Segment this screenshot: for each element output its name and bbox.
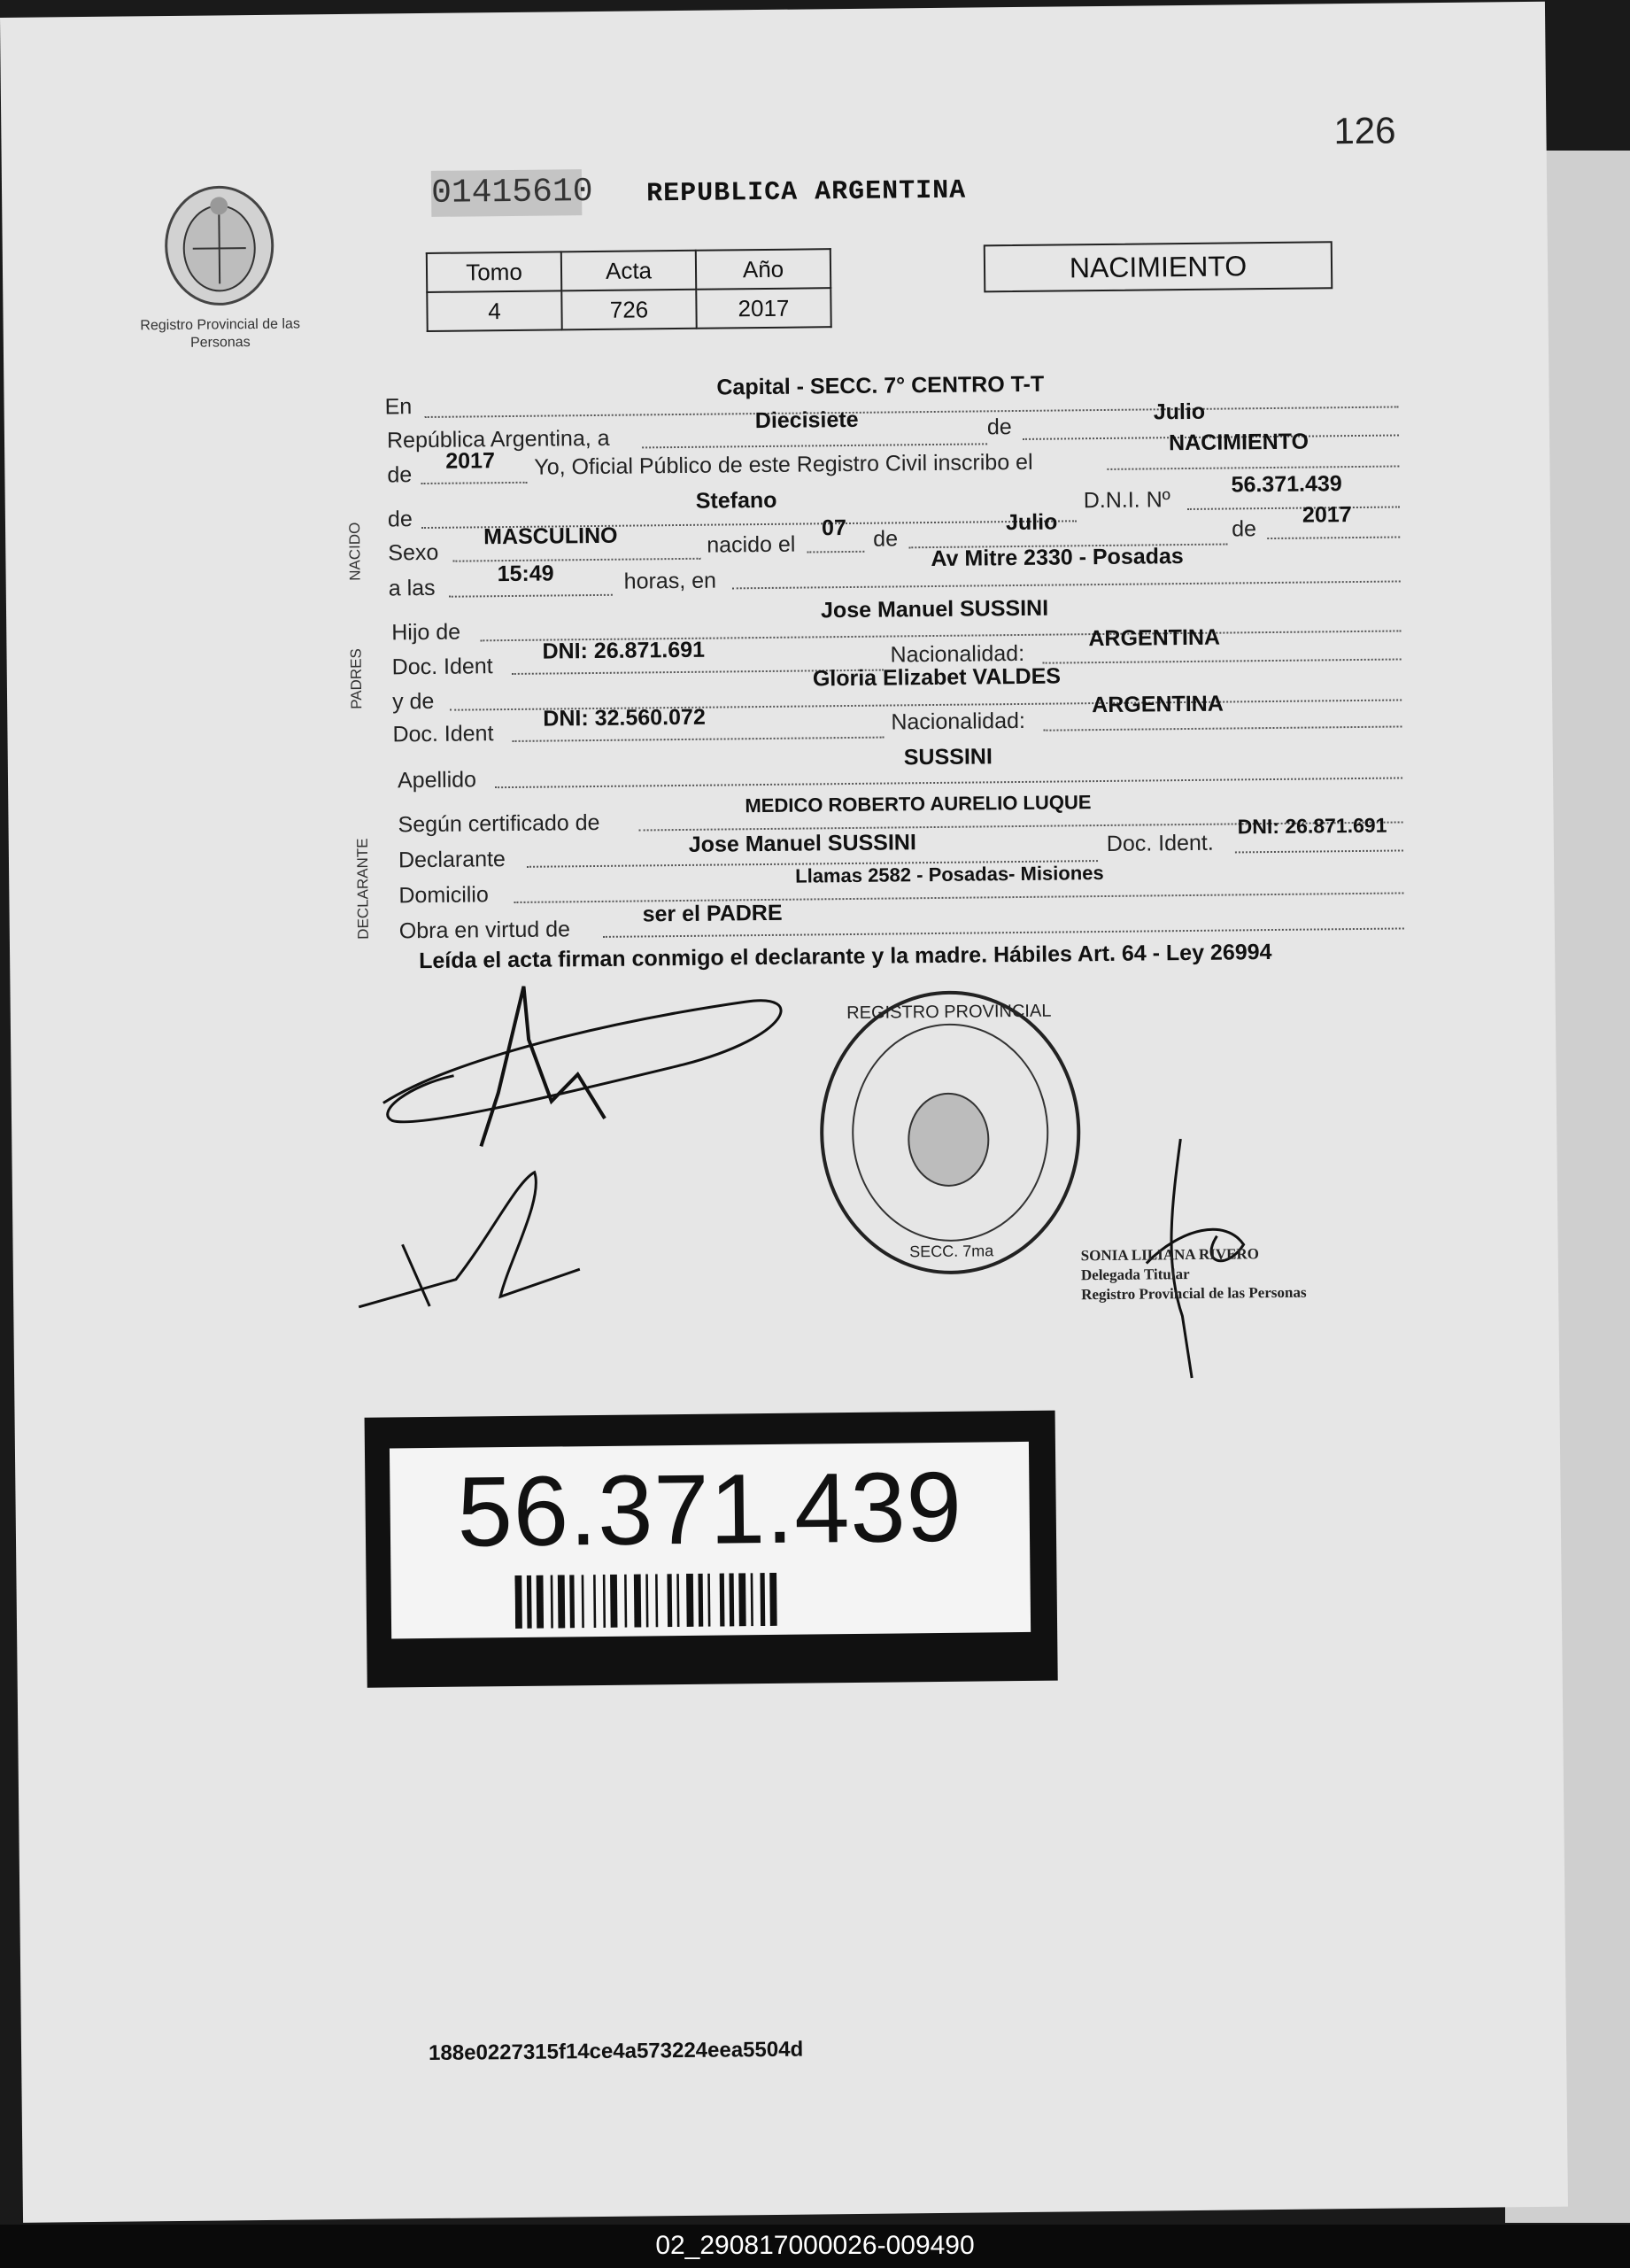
register-table [426,248,832,332]
value-dia: Diecisiete [754,406,859,434]
label-doc-ident2: Doc. Ident [392,721,494,747]
officer-role: Delegada Titular [1080,1266,1190,1284]
value-hora: 15:49 [497,561,554,587]
side-label-declarante: DECLARANTE [353,838,372,940]
dotted-line [1107,465,1399,469]
page-number: 126 [1333,109,1396,152]
dotted-line [495,777,1402,788]
value-lugar-nac: Av Mitre 2330 - Posadas [931,544,1184,572]
official-seal [807,980,1093,1284]
label-en: En [384,394,413,420]
officer-org: Registro Provincial de las Personas [1081,1283,1307,1304]
label-domicilio: Domicilio [398,882,489,909]
value-acto: NACIMIENTO [1168,429,1309,456]
header-tomo: Tomo [427,252,561,292]
value-nac-mes: Julio [1005,509,1058,536]
side-label-padres: PADRES [347,648,366,709]
dotted-line [513,737,885,742]
dotted-line [732,580,1401,589]
svg-text:SECC. 7ma: SECC. 7ma [909,1242,994,1261]
dni-barcode-sticker [365,1411,1058,1688]
value-lugar: Capital - SECC. 7° CENTRO T-T [716,371,1045,400]
label-doc-ident: Doc. Ident [391,654,493,680]
value-madre-nac: ARGENTINA [1092,691,1224,718]
label-declarante: Declarante [398,847,506,873]
label-obra: Obra en virtud de [398,917,571,944]
dotted-line [421,482,528,484]
barcode [514,1571,914,1629]
label-y-de: y de [391,688,435,715]
label-hijo-de: Hijo de [391,619,461,646]
closing-text: Leída el acta firman conmigo el declarante y la madre. Hábiles Art. 64 - Ley 26994 [419,940,1272,974]
label-de2: de [873,526,899,552]
dotted-line [1043,658,1402,663]
label-republica: República Argentina, a [386,425,610,453]
value-sexo: MASCULINO [483,522,618,550]
value-apellido: SUSSINI [903,744,993,770]
label-segun: Según certificado de [398,809,600,838]
value-madre-dni: DNI: 32.560.072 [543,704,706,731]
dotted-line [1235,849,1403,853]
birth-certificate-page [0,2,1568,2223]
value-tomo: 4 [427,290,561,331]
serial-number: 01415610 [431,169,583,217]
footer-filename: 02_290817000026-009490 [655,2231,975,2260]
dotted-line [1267,536,1400,539]
value-declarante: Jose Manuel SUSSINI [688,830,916,857]
dotted-line [1043,725,1402,731]
value-nombre: Stefano [695,487,777,514]
crest-caption: Registro Provincial de las Personas [140,316,300,351]
dotted-line [807,551,864,553]
officer-name: SONIA LILIANA RIVERO [1080,1245,1260,1265]
label-nacionalidad2: Nacionalidad: [891,708,1026,735]
value-dni: 56.371.439 [1231,471,1342,498]
label-apellido: Apellido [397,767,477,793]
value-madre: Gloria Elizabet VALDES [812,663,1062,692]
dotted-line [425,406,1399,418]
value-acta: 726 [561,290,696,330]
value-padre: Jose Manuel SUSSINI [820,595,1049,623]
label-dni: D.N.I. Nº [1083,487,1170,514]
value-mes: Julio [1153,399,1206,425]
value-anio: 2017 [445,448,496,474]
label-horas-en: horas, en [623,568,717,594]
side-label-nacido: NACIDO [345,522,364,581]
signature-madre [358,1172,581,1307]
label-de-name: de [387,507,413,532]
value-certificado: MEDICO ROBERTO AURELIO LUQUE [745,791,1092,817]
svg-text:REGISTRO PROVINCIAL: REGISTRO PROVINCIAL [846,1001,1052,1024]
value-anio: 2017 [696,288,830,329]
sticker-number: 56.371.439 [456,1451,963,1567]
signatures [346,966,810,1343]
value-padre-nac: ARGENTINA [1088,624,1221,652]
label-nacido-el: nacido el [707,531,796,558]
value-declarante-dni: DNI: 26.871.691 [1237,813,1387,839]
coat-of-arms-icon [152,179,287,313]
dotted-line [642,443,987,448]
label-a-las: a las [388,575,436,601]
dotted-line [1187,506,1400,510]
value-padre-dni: DNI: 26.871.691 [542,637,706,664]
label-doc-ident3: Doc. Ident. [1106,830,1214,856]
value-domicilio: Llamas 2582 - Posadas- Misiones [795,861,1104,887]
value-nac-anio: 2017 [1302,502,1352,528]
header-acta: Acta [561,251,696,291]
label-de: de [986,414,1012,440]
officer-stamp [1081,1244,1307,1305]
label-sexo: Sexo [388,539,439,566]
act-type-box: NACIMIENTO [984,241,1333,292]
document-title: REPUBLICA ARGENTINA [645,175,967,210]
signature-declarante [382,1001,783,1123]
value-nac-dia: 07 [821,515,847,541]
label-de-year: de [387,462,413,488]
header-anio: Año [696,249,830,290]
label-de3: de [1231,516,1257,542]
document-hash: 188e0227315f14ce4a573224eea5504d [428,2037,804,2066]
value-obra: ser el PADRE [642,900,783,927]
label-nacionalidad: Nacionalidad: [890,640,1025,668]
label-yo: Yo, Oficial Público de este Registro Civil inscribo el [534,449,1033,480]
dotted-line [449,594,613,598]
dotted-line [452,558,700,562]
